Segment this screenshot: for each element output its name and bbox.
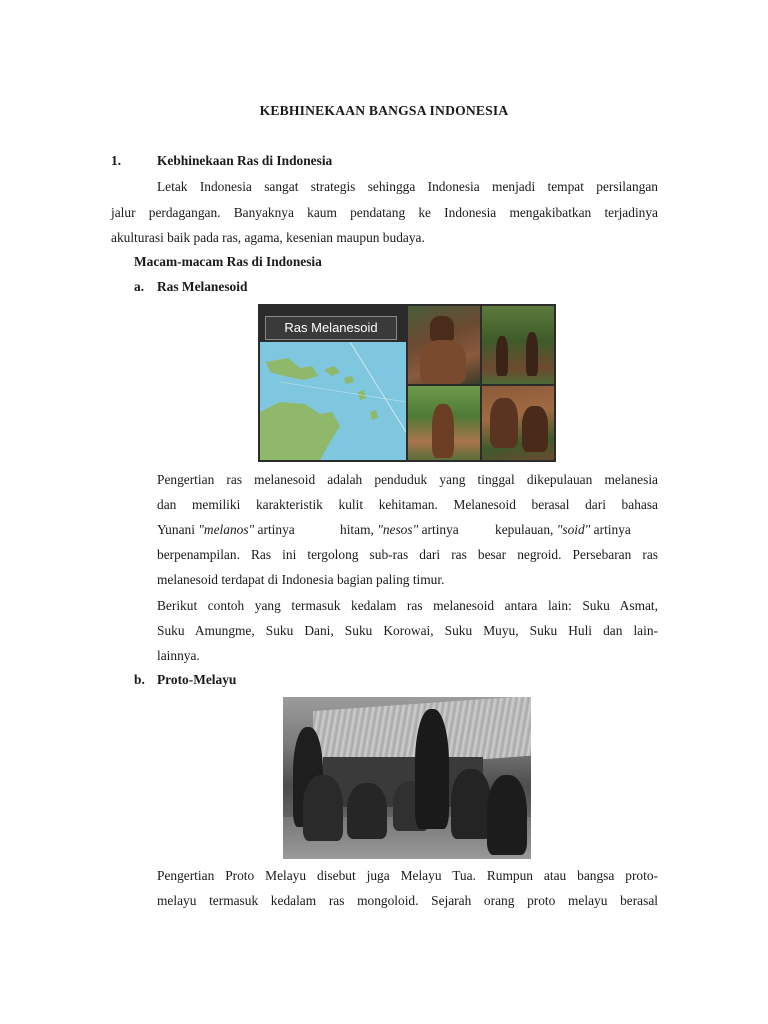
paragraph-line: Berikut contoh yang termasuk kedalam ras melanesoid antara lain: Suku Asmat, xyxy=(157,598,658,613)
list-letter: a. xyxy=(134,279,145,294)
photo-tile xyxy=(408,306,480,384)
paragraph-line: Suku Amungme, Suku Dani, Suku Korowai, Suku Muyu, Suku Huli dan lain- xyxy=(157,623,658,638)
paragraph-line: dan memiliki karakteristik kulit kehitaman. Melanesoid berasal dari bahasa xyxy=(157,497,658,512)
paragraph-line: melayu termasuk kedalam ras mongoloid. Sejarah orang proto melayu berasal xyxy=(157,893,658,908)
section-number: 1. xyxy=(111,153,122,168)
paragraph-line: Pengertian Proto Melayu disebut juga Melayu Tua. Rumpun atau bangsa proto- xyxy=(157,868,658,883)
subheading: Macam-macam Ras di Indonesia xyxy=(134,254,322,269)
photo-tile xyxy=(482,386,554,460)
list-letter: b. xyxy=(134,672,145,687)
photo-tile xyxy=(482,306,554,384)
list-heading: Proto-Melayu xyxy=(157,672,237,687)
document-title: KEBHINEKAAN BANGSA INDONESIA xyxy=(259,103,509,118)
paragraph-line: berpenampilan. Ras ini tergolong sub-ras dari ras besar negroid. Persebaran ras xyxy=(157,547,658,562)
paragraph-line: melanesoid terdapat di Indonesia bagian paling timur. xyxy=(157,572,445,587)
image-caption-box: Ras Melanesoid xyxy=(265,316,397,340)
paragraph-line: jalur perdagangan. Banyaknya kaum pendatang ke Indonesia mengakibatkan terjadinya xyxy=(111,205,658,220)
list-heading: Ras Melanesoid xyxy=(157,279,248,294)
map-image xyxy=(260,342,406,460)
melanesoid-collage-image xyxy=(258,304,556,462)
paragraph-line: akulturasi baik pada ras, agama, kesenian maupun budaya. xyxy=(111,230,425,245)
paragraph-line: Pengertian ras melanesoid adalah penduduk yang tinggal dikepulauan melanesia xyxy=(157,472,658,487)
paragraph-line: lainnya. xyxy=(157,648,200,663)
section-heading: Kebhinekaan Ras di Indonesia xyxy=(157,153,333,168)
photo-tile xyxy=(408,386,480,460)
paragraph-line: Yunani "melanos" artinya hitam, "nesos" artinya kepulauan, "soid" artinya xyxy=(157,522,631,537)
proto-melayu-photo xyxy=(283,697,531,859)
paragraph-line: Letak Indonesia sangat strategis sehingga Indonesia menjadi tempat persilangan xyxy=(157,179,658,194)
